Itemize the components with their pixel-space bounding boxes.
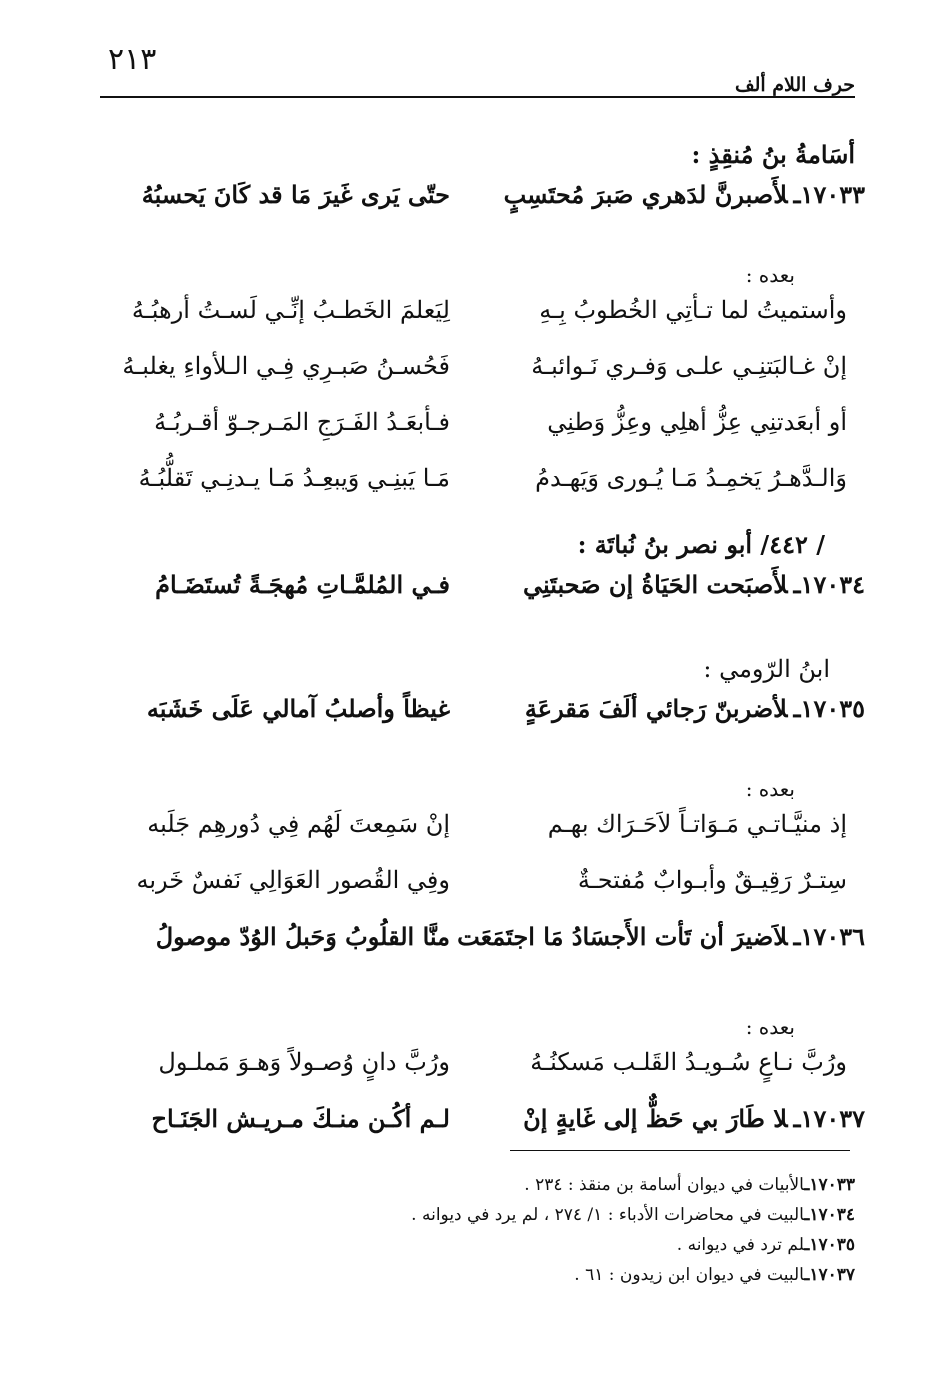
follow-verse bbox=[100, 464, 865, 520]
main-verse bbox=[100, 922, 865, 978]
follow-verse bbox=[100, 1048, 865, 1104]
entry-17035 bbox=[100, 644, 865, 922]
follow-verse bbox=[100, 352, 865, 408]
footnote-text: البيت في محاضرات الأدباء : ١/ ٢٧٤ ، لم يرد في ديوانه . bbox=[411, 1205, 805, 1225]
verse-number: ١٧٠٣٤ـ bbox=[793, 570, 865, 599]
footnote bbox=[100, 1200, 855, 1230]
verse-first-hemistich: ١٧٠٣٦ـلاَضيرَ أن تَأت الأَجسَادُ مَا اجتَمَعَت bbox=[457, 922, 865, 951]
verse-first-hemistich: ورُبَّ نـاعٍ سُـويـدُ القَلـب مَسكنُـهُ bbox=[530, 1048, 847, 1076]
entry-17033 bbox=[100, 130, 865, 520]
verse-second-hemistich: فـي المُلمَّـاتِ مُهجَـةً تُستَضَـامُ bbox=[155, 570, 450, 599]
follow-verse bbox=[100, 408, 865, 464]
running-title: حرف اللام ألف bbox=[734, 74, 855, 96]
footnote-text: لم ترد في ديوانه . bbox=[676, 1235, 805, 1255]
footnote-number: ١٧٠٣٥ـ bbox=[804, 1235, 855, 1255]
verse-second-hemistich: لـم أكُـن منـكَ مـريـش الجَنَـاح bbox=[151, 1104, 450, 1133]
follow-verse bbox=[100, 296, 865, 352]
verse-first-hemistich: وَالـدَّهـرُ يَخمِـدُ مَـا يُـورى وَيَهـدمُ bbox=[535, 464, 847, 492]
after-label: بعده : bbox=[745, 777, 795, 801]
verse-first-hemistich: إنْ غـالبَتنِـي علـى وَفـري نَـوائبـهُ bbox=[531, 352, 847, 380]
main-verse bbox=[100, 1104, 865, 1160]
main-verse bbox=[100, 694, 865, 750]
footnote bbox=[100, 1260, 855, 1290]
verse-second-hemistich: ورُبَّ دانٍ وُصـولاً وَهـوَ مَملـول bbox=[158, 1048, 450, 1076]
footnote-text: الأبيات في ديوان أسامة بن منقذ : ٢٣٤ . bbox=[524, 1175, 805, 1195]
poet-attribution: ابنُ الرّومي : bbox=[703, 655, 830, 683]
footnote-rule bbox=[510, 1150, 850, 1151]
poet-attribution: / ٤٤٢/ أبو نصر بنُ نُباتَة : bbox=[577, 530, 825, 559]
verse-second-hemistich: فَحُسـنُ صَبـرِي فِـي الـلأواءِ يغلبـهُ bbox=[122, 352, 450, 380]
verse-second-hemistich: إنْ سَمِعتَ لَهُم فِي دُورهِم جَلَبه bbox=[147, 810, 450, 838]
verse-first-hemistich: ١٧٠٣٣ـلأَصبرنَّ لدَهري صَبرَ مُحتَسِبٍ bbox=[503, 180, 865, 209]
follow-verse bbox=[100, 866, 865, 922]
verse-first-hemistich: ١٧٠٣٥ـلأضربنّ رَجائي ألَفَ مَقرعَةٍ bbox=[524, 694, 865, 723]
footnote-text: البيت في ديوان ابن زيدون : ٦١ . bbox=[574, 1265, 805, 1285]
verse-number: ١٧٠٣٦ـ bbox=[793, 922, 865, 951]
verse-first-hemistich: سِتـرٌ رَقِيـقٌ وأبـوابٌ مُفتحـةٌ bbox=[577, 866, 847, 894]
footnote bbox=[100, 1170, 855, 1200]
page-number: ٢١٣ bbox=[108, 42, 157, 77]
footnotes bbox=[100, 1170, 855, 1290]
after-label: بعده : bbox=[745, 1015, 795, 1039]
entry-17034 bbox=[100, 520, 865, 626]
verse-number: ١٧٠٣٣ـ bbox=[793, 180, 865, 209]
main-verse bbox=[100, 570, 865, 626]
footnote-number: ١٧٠٣٤ـ bbox=[804, 1205, 855, 1225]
header-rule bbox=[100, 96, 855, 98]
verse-second-hemistich: منَّا القلُوبُ وَحَبلُ الوُدّ موصولُ bbox=[155, 922, 450, 951]
after-label: بعده : bbox=[745, 263, 795, 287]
main-verse bbox=[100, 180, 865, 236]
verse-first-hemistich: أو أبعَدتنِي عِزُّ أهلِي وعِزُّ وَطنِي bbox=[547, 408, 847, 436]
verse-first-hemistich: وأستميتُ لما تـأتِي الخُطوبُ بِـهِ bbox=[539, 296, 847, 324]
verse-first-hemistich: إذ منيَّـاتـي مَـوَاتـاً لاَحَـرَاك بهـم bbox=[547, 810, 847, 838]
page-header bbox=[100, 40, 855, 96]
verse-first-hemistich: ١٧٠٣٧ـلا طَارَ بي حَظٌّ إلى غَايةٍ إنْ bbox=[523, 1104, 865, 1133]
poet-attribution: أسَامةُ بنُ مُنقِذٍ : bbox=[691, 140, 855, 169]
verse-second-hemistich: حتّى يَرى غَيرَ مَا قد كَانَ يَحسبُهُ bbox=[141, 180, 450, 209]
verse-number: ١٧٠٣٧ـ bbox=[793, 1104, 865, 1133]
verse-second-hemistich: غيظاً وأصلبُ آمالي عَلَى خَشَبَه bbox=[146, 694, 450, 723]
entry-17037 bbox=[100, 1104, 865, 1160]
verse-second-hemistich: وفِي القُصور العَوَالِي نَفسٌ خَربه bbox=[136, 866, 450, 894]
verse-second-hemistich: لِيَعلمَ الخَطـبُ إنِّـي لَسـتُ أرهبُـهُ bbox=[131, 296, 450, 324]
footnote-number: ١٧٠٣٧ـ bbox=[804, 1265, 855, 1285]
verse-second-hemistich: فـأبعَـدُ الفَـرَجِ المَـرجـوّ أقـربُـهُ bbox=[154, 408, 450, 436]
poetry-content bbox=[100, 130, 865, 1160]
footnote-number: ١٧٠٣٣ـ bbox=[804, 1175, 855, 1195]
verse-first-hemistich: ١٧٠٣٤ـلأَصبَحت الحَيَاةُ إن صَحبتَنِي bbox=[522, 570, 865, 599]
verse-number: ١٧٠٣٥ـ bbox=[793, 694, 865, 723]
entry-17036 bbox=[100, 922, 865, 1104]
footnote bbox=[100, 1230, 855, 1260]
follow-verse bbox=[100, 810, 865, 866]
verse-second-hemistich: مَـا يَبنِـي وَيبعِـدُ مَـا يـدنِـي تَقلُّبُـهُ bbox=[138, 464, 450, 492]
